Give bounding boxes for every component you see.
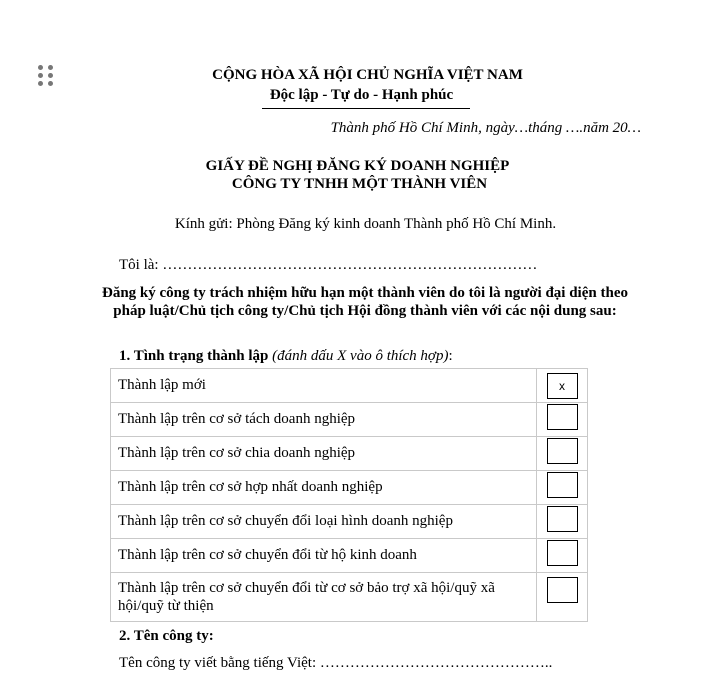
table-row: [111, 369, 588, 403]
table-row: [111, 539, 588, 573]
section-1-note: (đánh dấu X vào ô thích hợp): [272, 348, 449, 364]
checkbox[interactable]: [547, 577, 578, 603]
motto-underline: [262, 108, 470, 109]
intro-paragraph: Đăng ký công ty trách nhiệm hữu hạn một thành viên do tôi là người đại diện theo pháp luật/Chủ tịch công ty/Chủ tịch Hội đồng thành viên với các nội dung sau:: [102, 285, 628, 319]
recipient-line: Kính gửi: Phòng Đăng ký kinh doanh Thành phố Hồ Chí Minh.: [174, 216, 557, 232]
establishment-status-table: [110, 368, 588, 622]
status-label: Thành lập trên cơ sở hợp nhất doanh nghiệp: [111, 471, 537, 505]
status-label: Thành lập trên cơ sở chuyển đổi loại hình doanh nghiệp: [111, 505, 537, 539]
table-row: [111, 573, 588, 622]
checkbox[interactable]: x: [547, 373, 578, 399]
date-line: Thành phố Hồ Chí Minh, ngày…tháng ….năm 20…: [330, 120, 641, 136]
checkbox[interactable]: [547, 404, 578, 430]
table-row: [111, 403, 588, 437]
checkbox[interactable]: [547, 438, 578, 464]
section-2-heading: 2. Tên công ty:: [119, 628, 214, 644]
status-label: Thành lập trên cơ sở chia doanh nghiệp: [111, 437, 537, 471]
national-motto: Độc lập - Tự do - Hạnh phúc: [269, 87, 454, 103]
checkbox[interactable]: [547, 540, 578, 566]
table-row: [111, 437, 588, 471]
checkbox[interactable]: [547, 472, 578, 498]
document-subtitle: CÔNG TY TNHH MỘT THÀNH VIÊN: [231, 176, 488, 192]
applicant-name-line[interactable]: Tôi là: …………………………………………………………………: [119, 257, 538, 273]
national-title: CỘNG HÒA XÃ HỘI CHỦ NGHĨA VIỆT NAM: [212, 67, 523, 83]
table-row: [111, 505, 588, 539]
status-label: Thành lập trên cơ sở chuyển đổi từ cơ sở bảo trợ xã hội/quỹ xã hội/quỹ từ thiện: [111, 573, 537, 622]
document-title: GIẤY ĐỀ NGHỊ ĐĂNG KÝ DOANH NGHIỆP: [205, 158, 510, 174]
section-1-heading: [119, 348, 453, 365]
section-1-title: 1. Tình trạng thành lập: [119, 348, 269, 364]
status-label: Thành lập mới: [111, 369, 537, 403]
table-row: [111, 471, 588, 505]
status-label: Thành lập trên cơ sở tách doanh nghiệp: [111, 403, 537, 437]
vietnamese-name-line[interactable]: Tên công ty viết bằng tiếng Việt: ………………………………………..: [119, 655, 553, 671]
status-label: Thành lập trên cơ sở chuyển đổi từ hộ kinh doanh: [111, 539, 537, 573]
checkbox[interactable]: [547, 506, 578, 532]
section-1-colon: :: [448, 348, 453, 364]
